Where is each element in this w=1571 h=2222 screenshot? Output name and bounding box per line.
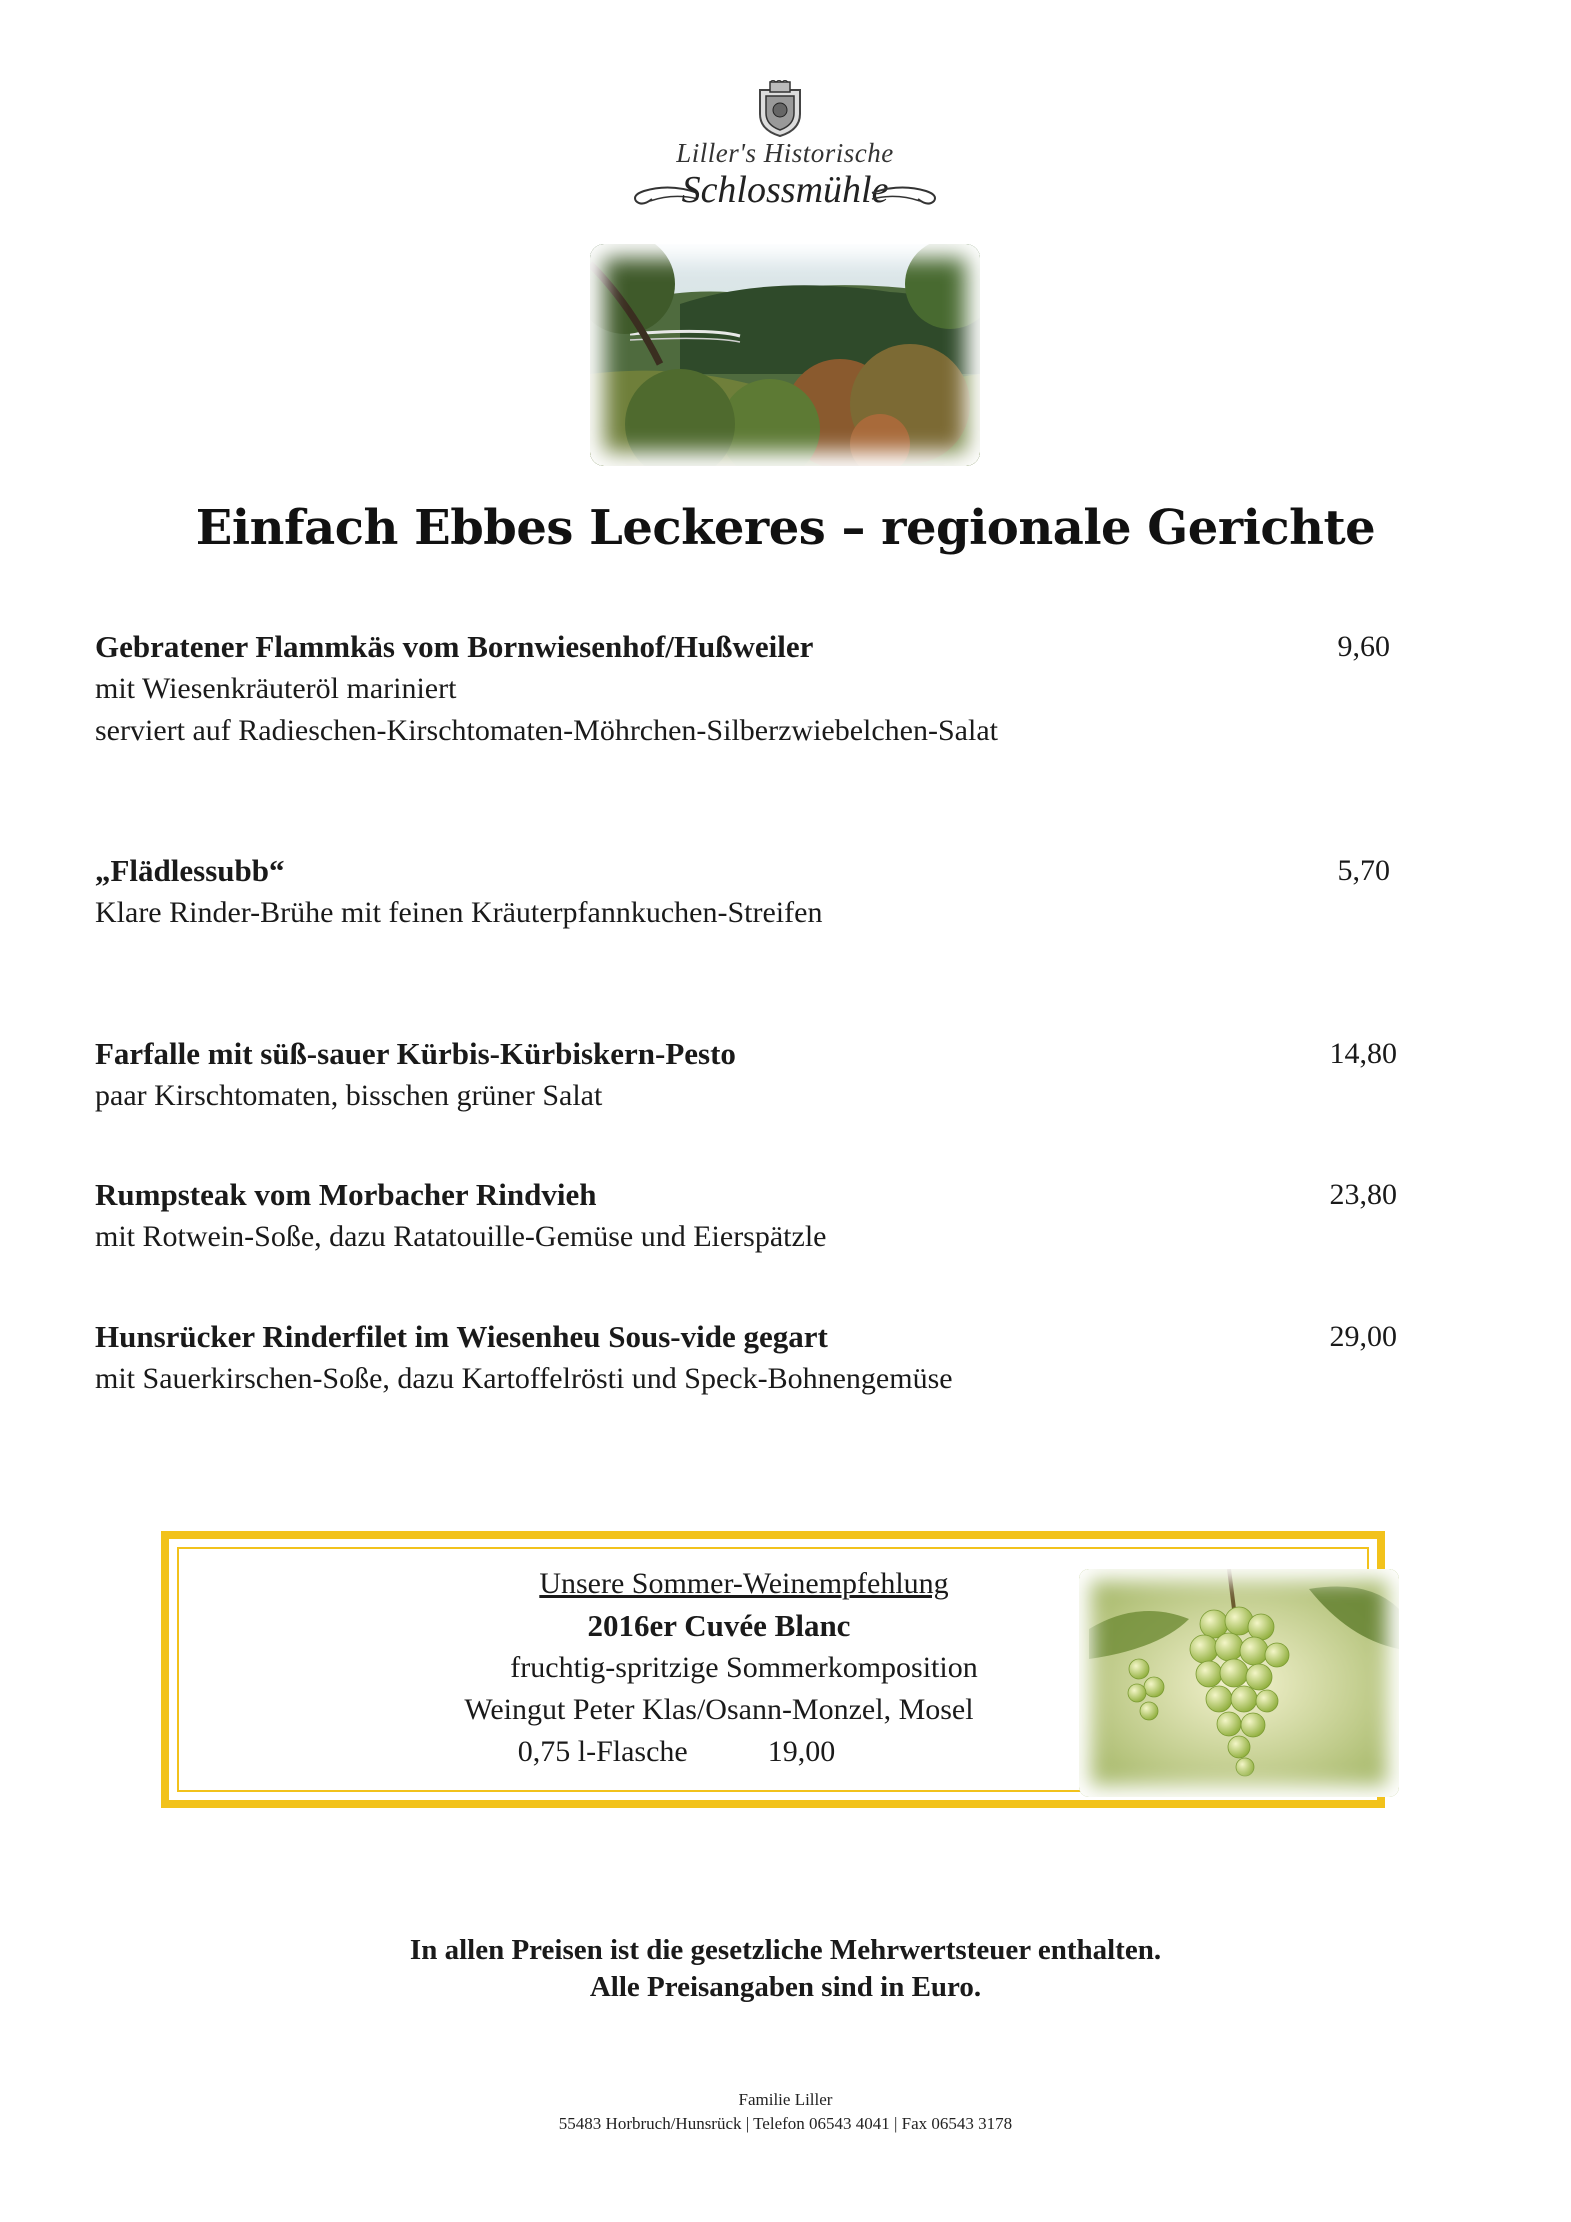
wine-price: 19,00 bbox=[767, 1735, 836, 1768]
wine-name: 2016er Cuvée Blanc bbox=[587, 1608, 851, 1643]
wine-heading: Unsere Sommer-Weinempfehlung bbox=[539, 1567, 949, 1600]
page-title: Einfach Ebbes Leckeres – regionale Gerichte bbox=[195, 500, 1376, 556]
dish-price: 14,80 bbox=[1329, 1037, 1397, 1070]
dish-description: Klare Rinder-Brühe mit feinen Kräuterpfannkuchen-Streifen bbox=[95, 896, 823, 929]
dish-name: „Flädlessubb“ bbox=[95, 853, 285, 888]
wine-description: fruchtig-spritzige Sommerkomposition bbox=[510, 1651, 978, 1684]
logo-subtitle: Liller's Historische bbox=[676, 138, 894, 168]
landscape-photo bbox=[590, 244, 980, 466]
footer-family: Familie Liller bbox=[738, 2090, 833, 2109]
footer-contact: 55483 Horbruch/Hunsrück | Telefon 06543 4041 | Fax 06543 3178 bbox=[558, 2114, 1013, 2133]
wine-bottle-size: 0,75 l-Flasche bbox=[517, 1735, 688, 1768]
dish-name: Farfalle mit süß-sauer Kürbis-Kürbiskern-Pesto bbox=[95, 1036, 736, 1071]
menu-item bbox=[95, 1174, 1415, 1258]
dish-price: 9,60 bbox=[1337, 630, 1390, 663]
restaurant-logo bbox=[620, 78, 950, 213]
dish-description: mit Wiesenkräuteröl mariniert bbox=[95, 672, 457, 705]
menu-item bbox=[95, 850, 1415, 934]
right-flourish-icon bbox=[870, 181, 940, 211]
wine-price-row bbox=[124, 1731, 1229, 1773]
dish-price: 5,70 bbox=[1337, 854, 1390, 887]
wine-text-block bbox=[179, 1563, 1229, 1773]
dish-description: mit Sauerkirschen-Soße, dazu Kartoffelrösti und Speck-Bohnengemüse bbox=[95, 1362, 953, 1395]
dish-name: Gebratener Flammkäs vom Bornwiesenhof/Hußweiler bbox=[95, 629, 814, 664]
menu-item bbox=[95, 626, 1415, 752]
logo-name: Schlossmühle bbox=[681, 169, 889, 211]
wine-recommendation-box bbox=[161, 1531, 1385, 1808]
vat-note: In allen Preisen ist die gesetzliche Mehrwertsteuer enthalten. bbox=[409, 1934, 1162, 1966]
grapes-photo bbox=[1079, 1569, 1399, 1797]
dish-name: Hunsrücker Rinderfilet im Wiesenheu Sous-vide gegart bbox=[95, 1319, 828, 1354]
dish-price: 29,00 bbox=[1329, 1320, 1397, 1353]
dish-description: serviert auf Radieschen-Kirschtomaten-Möhrchen-Silberzwiebelchen-Salat bbox=[95, 714, 998, 747]
currency-note: Alle Preisangaben sind in Euro. bbox=[589, 1971, 982, 2003]
menu-item bbox=[95, 1316, 1415, 1400]
price-notes bbox=[0, 1932, 1571, 2006]
footer bbox=[0, 2088, 1571, 2136]
dish-description: mit Rotwein-Soße, dazu Ratatouille-Gemüse und Eierspätzle bbox=[95, 1220, 827, 1253]
dish-description: paar Kirschtomaten, bisschen grüner Salat bbox=[95, 1079, 603, 1112]
wine-estate: Weingut Peter Klas/Osann-Monzel, Mosel bbox=[464, 1693, 974, 1726]
menu-item bbox=[95, 1033, 1415, 1117]
dish-name: Rumpsteak vom Morbacher Rindvieh bbox=[95, 1177, 597, 1212]
crest-icon bbox=[752, 80, 808, 138]
dish-price: 23,80 bbox=[1329, 1178, 1397, 1211]
